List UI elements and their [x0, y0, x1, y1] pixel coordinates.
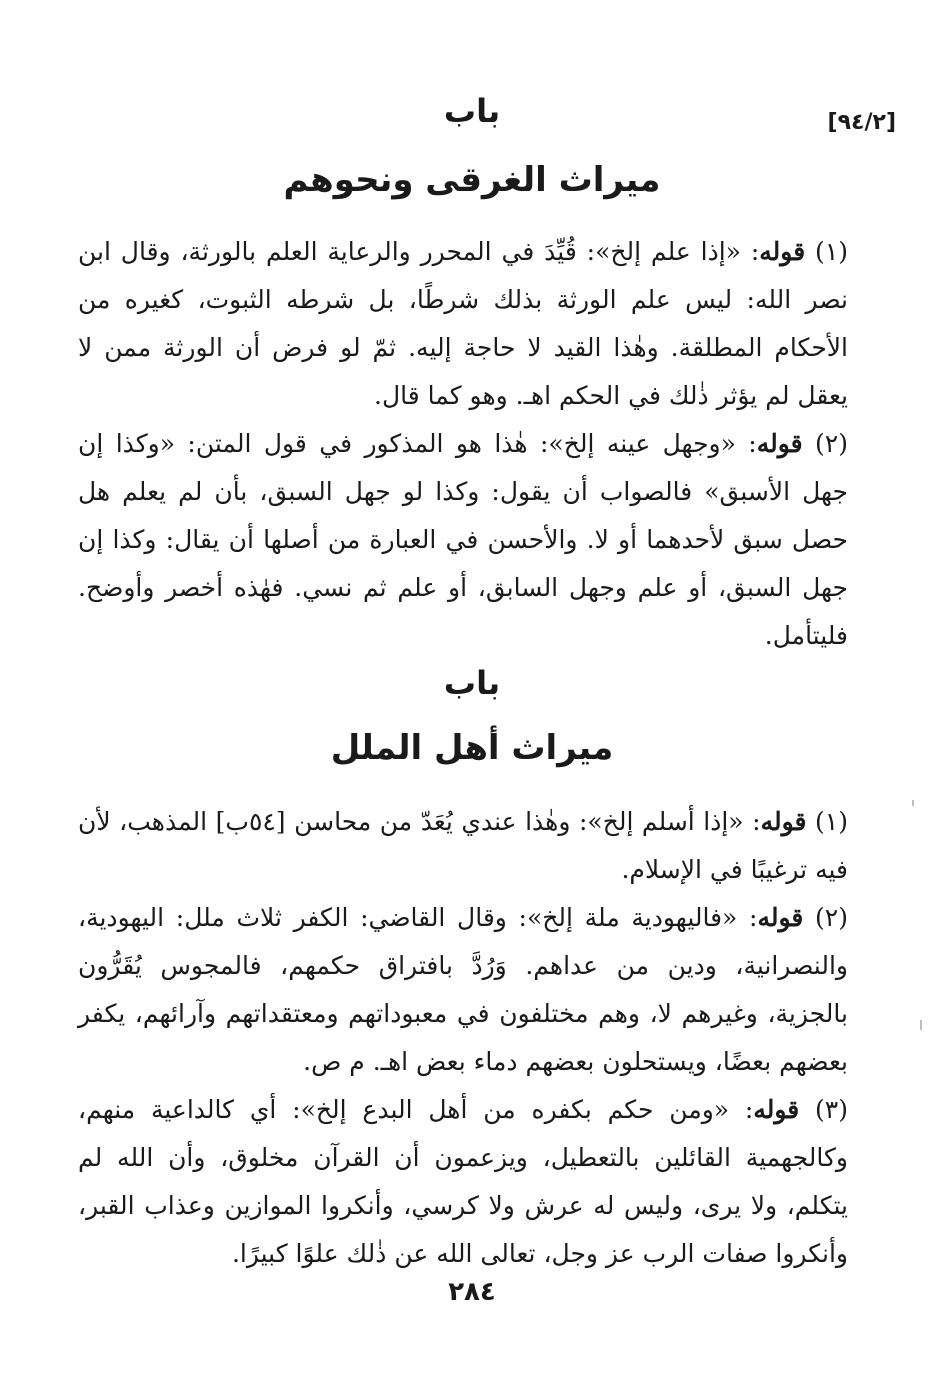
note-number: (٢) [815, 429, 848, 458]
note-text: : «إذا أسلم إلخ»: وهٰذا عندي يُعَدّ من محاسن [٥٤ب] المذهب، لأن فيه ترغيبًا في الإسلام. [78, 807, 848, 884]
scan-speck [920, 1020, 922, 1030]
note-text: : «ومن حكم بكفره من أهل البدع إلخ»: أي كالداعية منهم، وكالجهمية القائلين بالتعطيل، ويزعمون أن القرآن مخلوق، وأن الله لم يتكلم، ولا يرى، وليس له عرش ولا كرسي، وأنكروا الموازين وعذاب القبر، وأنكروا صفات الرب عز وجل، تعالى الله عن ذٰلك علوًا كبيرًا. [78, 1095, 848, 1268]
chapter-1-bab: باب [443, 92, 501, 130]
chapter-1-note-2 [78, 420, 848, 660]
note-keyword: قوله [756, 429, 803, 458]
note-number: (١) [815, 237, 849, 266]
note-keyword: قوله [753, 1095, 800, 1124]
page-number: ٢٨٤ [448, 1277, 496, 1307]
note-number: (١) [815, 807, 848, 836]
scan-speck [912, 800, 914, 806]
note-text: : «فاليهودية ملة إلخ»: وقال القاضي: الكفر ثلاث ملل: اليهودية، والنصرانية، ودين من عداهم. وَرُدَّ بافتراق حكمهم، فالمجوس يُقَرُّون بالجزية، وغيرهم لا، وهم مختلفون في معبوداتهم ومعتقداتهم وآرائهم، يكفر بعضهم بعضًا، ويستحلون بعضهم دماء بعض اهـ. م ص. [78, 903, 848, 1076]
chapter-2-notes [78, 798, 848, 1278]
chapter-1-title: ميراث الغرقى ونحوهم [283, 160, 661, 200]
note-number: (٢) [815, 903, 848, 932]
chapter-1-notes [78, 228, 848, 660]
note-text: : «إذا علم إلخ»: قُيِّدَ في المحرر والرعاية العلم بالورثة، وقال ابن نصر الله: ليس علم الورثة بذلك شرطًا، بل شرطه الثبوت، كغيره من الأحكام المطلقة. وهٰذا القيد لا حاجة إليه. ثمّ لو فرض أن الورثة ممن لا يعقل لم يؤثر ذٰلك في الحكم اهـ. وهو كما قال. [78, 237, 848, 410]
chapter-2-note-3 [78, 1086, 848, 1278]
volume-page-reference: [٩٤/٢] [827, 110, 896, 135]
chapter-2-bab: باب [443, 664, 501, 702]
note-keyword: قوله [759, 237, 806, 266]
note-keyword: قوله [757, 903, 804, 932]
note-number: (٣) [815, 1095, 848, 1124]
note-text: : «وجهل عينه إلخ»: هٰذا هو المذكور في قول المتن: «وكذا إن جهل الأسبق» فالصواب أن يقول: وكذا لو جهل السبق، بأن لم يعلم هل حصل سبق لأحدهما أو لا. والأحسن في العبارة من أصلها أن يقال: وكذا إن جهل السبق، أو علم وجهل السابق، أو علم ثم نسي. فهٰذه أخصر وأوضح. فليتأمل. [78, 429, 848, 650]
chapter-2-note-1 [78, 798, 848, 894]
chapter-2-title: ميراث أهل الملل [330, 728, 614, 768]
chapter-2-note-2 [78, 894, 848, 1086]
chapter-1-note-1 [78, 228, 848, 420]
note-keyword: قوله [760, 807, 807, 836]
